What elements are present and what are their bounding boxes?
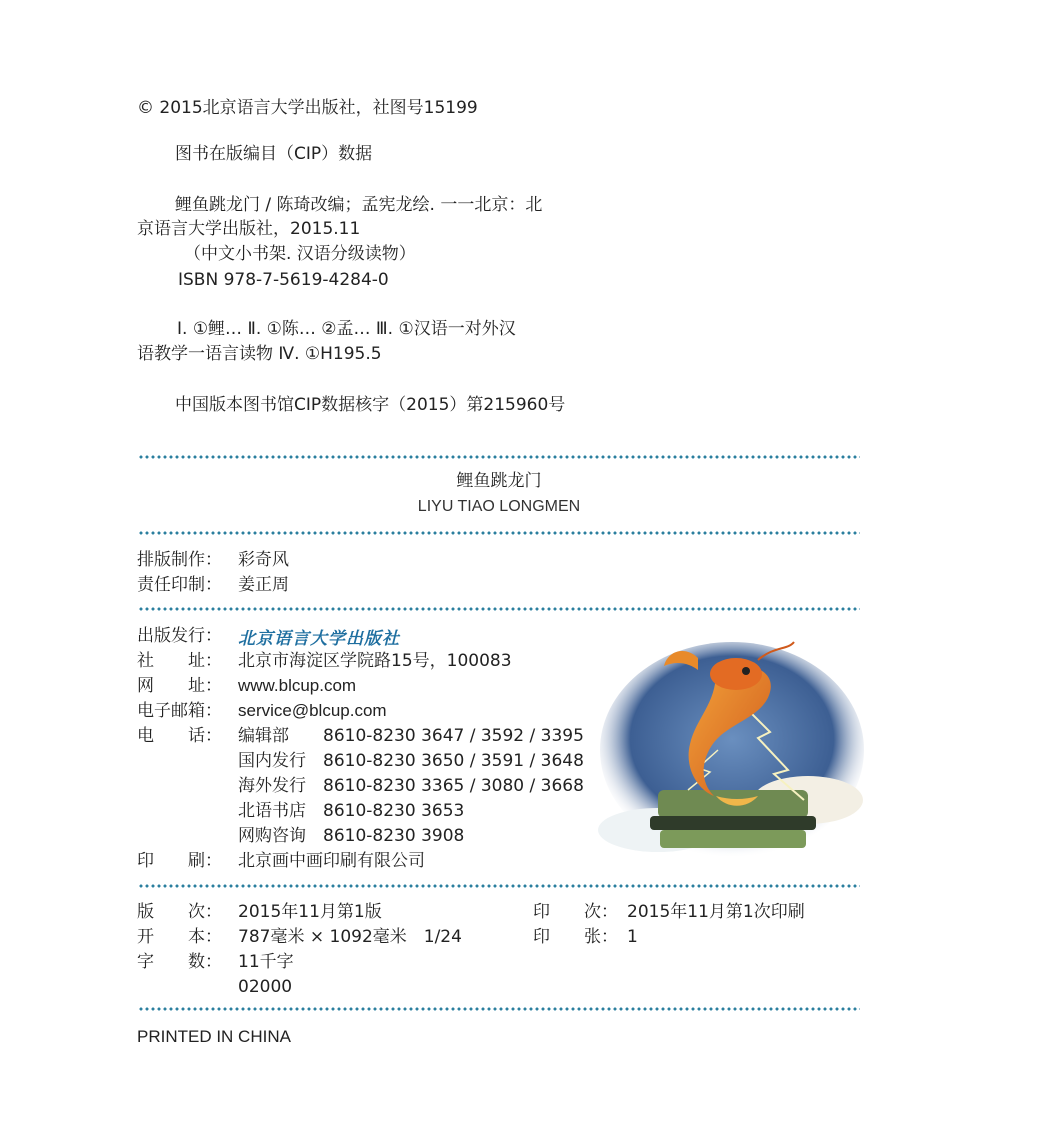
- layout-value: 彩奇风: [238, 550, 289, 570]
- phone-number: 8610-8230 3365 / 3080 / 3668: [323, 776, 584, 796]
- printed-in-china: PRINTED IN CHINA: [137, 1027, 291, 1046]
- sheets-value: 1: [627, 927, 638, 947]
- printer-value: 北京画中画印刷有限公司: [238, 851, 425, 871]
- format-label: 开 本：: [137, 927, 222, 947]
- edition-label: 版 次：: [137, 902, 222, 922]
- cip-line-3: （中文小书架. 汉语分级读物）: [184, 244, 416, 264]
- carp-illustration: [598, 640, 866, 878]
- publisher-logo: 北京语言大学出版社: [238, 629, 400, 649]
- phone-number: 8610-8230 3908: [323, 826, 465, 846]
- layout-label: 排版制作：: [137, 550, 222, 570]
- impression-value: 2015年11月第1次印刷: [627, 902, 805, 922]
- book-title-pinyin: LIYU TIAO LONGMEN: [417, 498, 581, 515]
- cip-heading: 图书在版编目（CIP）数据: [175, 144, 373, 164]
- website-label: 网 址：: [137, 676, 222, 696]
- edition-value: 2015年11月第1版: [238, 902, 382, 922]
- dotted-divider: [138, 531, 860, 535]
- phone-number: 8610-8230 3647 / 3592 / 3395: [323, 726, 584, 746]
- sheets-label: 印 张：: [533, 927, 618, 947]
- word-count-label: 字 数：: [137, 952, 222, 972]
- word-count-value: 11千字: [238, 952, 294, 972]
- dotted-divider: [138, 607, 860, 611]
- price-code: 02000: [238, 977, 293, 997]
- format-value: 787毫米 × 1092毫米 1/24: [238, 927, 462, 947]
- copyright-line: © 2015北京语言大学出版社，社图号15199: [137, 98, 478, 118]
- cip-number-line: 中国版本图书馆CIP数据核字（2015）第215960号: [175, 395, 566, 415]
- email-label: 电子邮箱：: [137, 701, 222, 721]
- phone-dept: 网购咨询: [238, 826, 306, 846]
- phone-label: 电 话：: [137, 726, 222, 746]
- phone-dept: 国内发行: [238, 751, 306, 771]
- address-label: 社 址：: [137, 651, 222, 671]
- cip-line-2: 京语言大学出版社，2015.11: [137, 219, 361, 239]
- print-supervisor-label: 责任印制：: [137, 575, 222, 595]
- address-value: 北京市海淀区学院路15号，100083: [238, 651, 512, 671]
- cip-line-1: 鲤鱼跳龙门 / 陈琦改编；孟宪龙绘. 一一北京：北: [175, 195, 543, 215]
- book-title: 鲤鱼跳龙门: [456, 471, 542, 491]
- cip-line-5: Ⅰ. ①鲤… Ⅱ. ①陈… ②孟… Ⅲ. ①汉语一对外汉: [177, 319, 516, 339]
- phone-number: 8610-8230 3653: [323, 801, 465, 821]
- phone-dept: 北语书店: [238, 801, 306, 821]
- dotted-divider: [138, 455, 860, 459]
- phone-dept: 海外发行: [238, 776, 306, 796]
- print-supervisor-value: 姜正周: [238, 575, 289, 595]
- website-link[interactable]: www.blcup.com: [238, 676, 357, 695]
- dotted-divider: [138, 1007, 860, 1011]
- impression-label: 印 次：: [533, 902, 618, 922]
- publisher-label: 出版发行：: [137, 626, 222, 646]
- dotted-divider: [138, 884, 860, 888]
- email-link[interactable]: service@blcup.com: [238, 701, 387, 720]
- cip-line-6: 语教学一语言读物 Ⅳ. ①H195.5: [137, 344, 382, 364]
- isbn-line: ISBN 978-7-5619-4284-0: [178, 270, 389, 290]
- phone-number: 8610-8230 3650 / 3591 / 3648: [323, 751, 584, 771]
- printer-label: 印 刷：: [137, 851, 222, 871]
- phone-dept: 编辑部: [238, 726, 289, 746]
